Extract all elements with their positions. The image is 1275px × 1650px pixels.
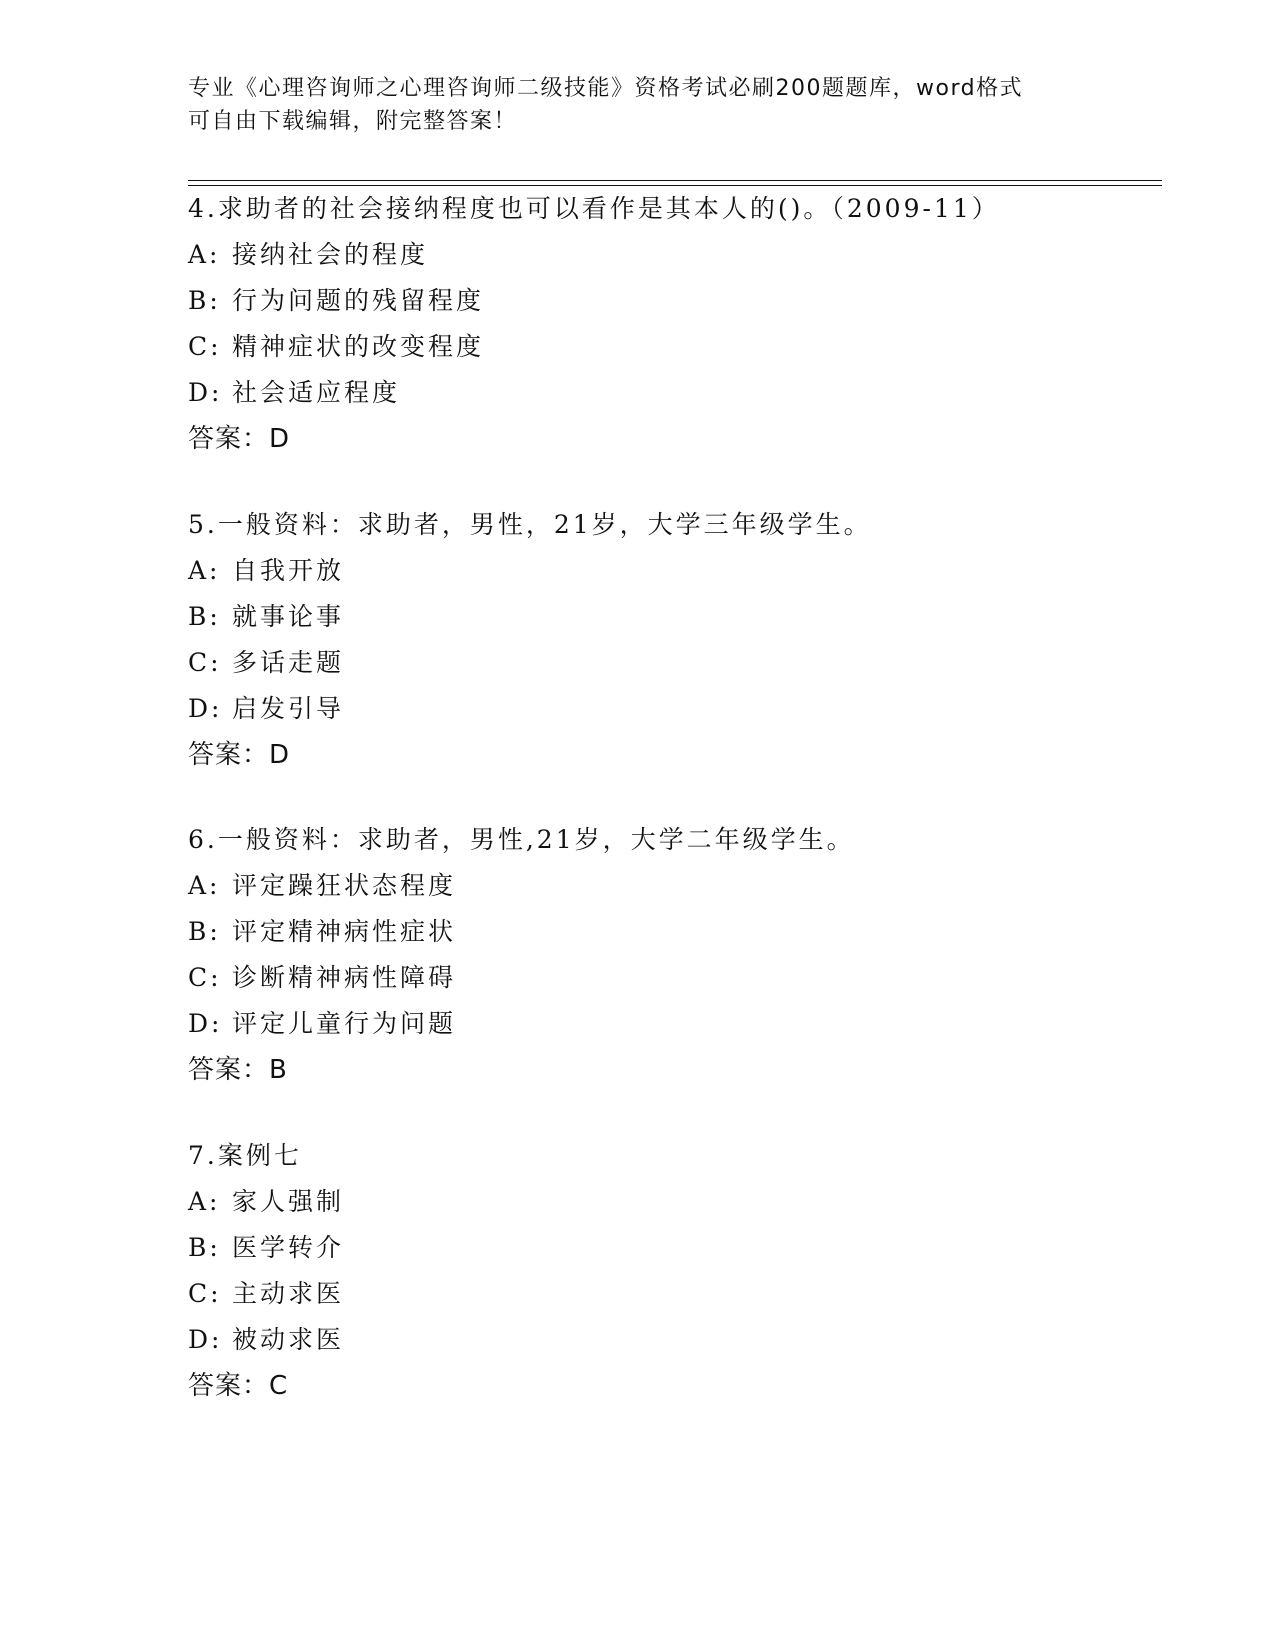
- question-block: [188, 186, 1148, 462]
- question-title: 6.一般资料：求助者，男性,21岁，大学二年级学生。: [188, 825, 855, 854]
- option-text: 自我开放: [232, 556, 345, 585]
- option-d: [188, 370, 1148, 416]
- option-text: 诊断精神病性障碍: [232, 963, 457, 992]
- option-letter: B:: [188, 286, 221, 315]
- option-letter: B:: [188, 602, 221, 631]
- question-title: 7.案例七: [188, 1141, 302, 1170]
- option-letter: C:: [188, 1279, 222, 1308]
- option-letter: D:: [188, 1009, 223, 1038]
- option-c: [188, 955, 1148, 1001]
- answer-label: 答案：C: [188, 1371, 289, 1401]
- option-letter: D:: [188, 1325, 223, 1354]
- question-block: [188, 502, 1148, 778]
- question-block: [188, 1133, 1148, 1409]
- document-header: [188, 72, 1088, 138]
- option-letter: C:: [188, 648, 222, 677]
- option-letter: A:: [188, 871, 221, 900]
- option-text: 评定躁狂状态程度: [232, 871, 457, 900]
- question-title: 5.一般资料：求助者，男性，21岁，大学三年级学生。: [188, 510, 872, 539]
- answer-label: 答案：D: [188, 740, 291, 770]
- header-line-1: 专业《心理咨询师之心理咨询师二级技能》资格考试必刷200题题库，word格式: [188, 76, 1024, 101]
- option-text: 行为问题的残留程度: [232, 286, 485, 315]
- option-d: [188, 1001, 1148, 1047]
- option-text: 接纳社会的程度: [232, 240, 429, 269]
- option-a: [188, 232, 1148, 278]
- question-title: 4.求助者的社会接纳程度也可以看作是其本人的()。（2009-11）: [188, 194, 1000, 223]
- option-c: [188, 324, 1148, 370]
- option-letter: C:: [188, 963, 222, 992]
- question-block: [188, 817, 1148, 1093]
- option-text: 评定儿童行为问题: [232, 1009, 457, 1038]
- option-b: [188, 594, 1148, 640]
- option-text: 主动求医: [232, 1279, 345, 1308]
- header-line-2: 可自由下载编辑，附完整答案！: [188, 109, 518, 134]
- option-text: 启发引导: [232, 694, 345, 723]
- option-text: 就事论事: [232, 602, 345, 631]
- option-d: [188, 1317, 1148, 1363]
- option-letter: A:: [188, 240, 221, 269]
- option-text: 医学转介: [232, 1233, 345, 1262]
- option-a: [188, 1179, 1148, 1225]
- option-letter: A:: [188, 556, 221, 585]
- option-text: 多话走题: [232, 648, 345, 677]
- option-letter: C:: [188, 332, 222, 361]
- option-text: 被动求医: [232, 1325, 345, 1354]
- option-text: 家人强制: [232, 1187, 345, 1216]
- option-text: 评定精神病性症状: [232, 917, 457, 946]
- option-letter: D:: [188, 694, 223, 723]
- option-c: [188, 640, 1148, 686]
- option-text: 精神症状的改变程度: [232, 332, 485, 361]
- option-b: [188, 1225, 1148, 1271]
- option-text: 社会适应程度: [232, 378, 401, 407]
- option-b: [188, 278, 1148, 324]
- option-b: [188, 909, 1148, 955]
- answer-label: 答案：B: [188, 1055, 288, 1085]
- option-d: [188, 686, 1148, 732]
- header-divider-top: [188, 180, 1162, 181]
- option-letter: B:: [188, 917, 221, 946]
- answer-label: 答案：D: [188, 424, 291, 454]
- option-c: [188, 1271, 1148, 1317]
- option-a: [188, 548, 1148, 594]
- option-a: [188, 863, 1148, 909]
- option-letter: A:: [188, 1187, 221, 1216]
- option-letter: D:: [188, 378, 223, 407]
- option-letter: B:: [188, 1233, 221, 1262]
